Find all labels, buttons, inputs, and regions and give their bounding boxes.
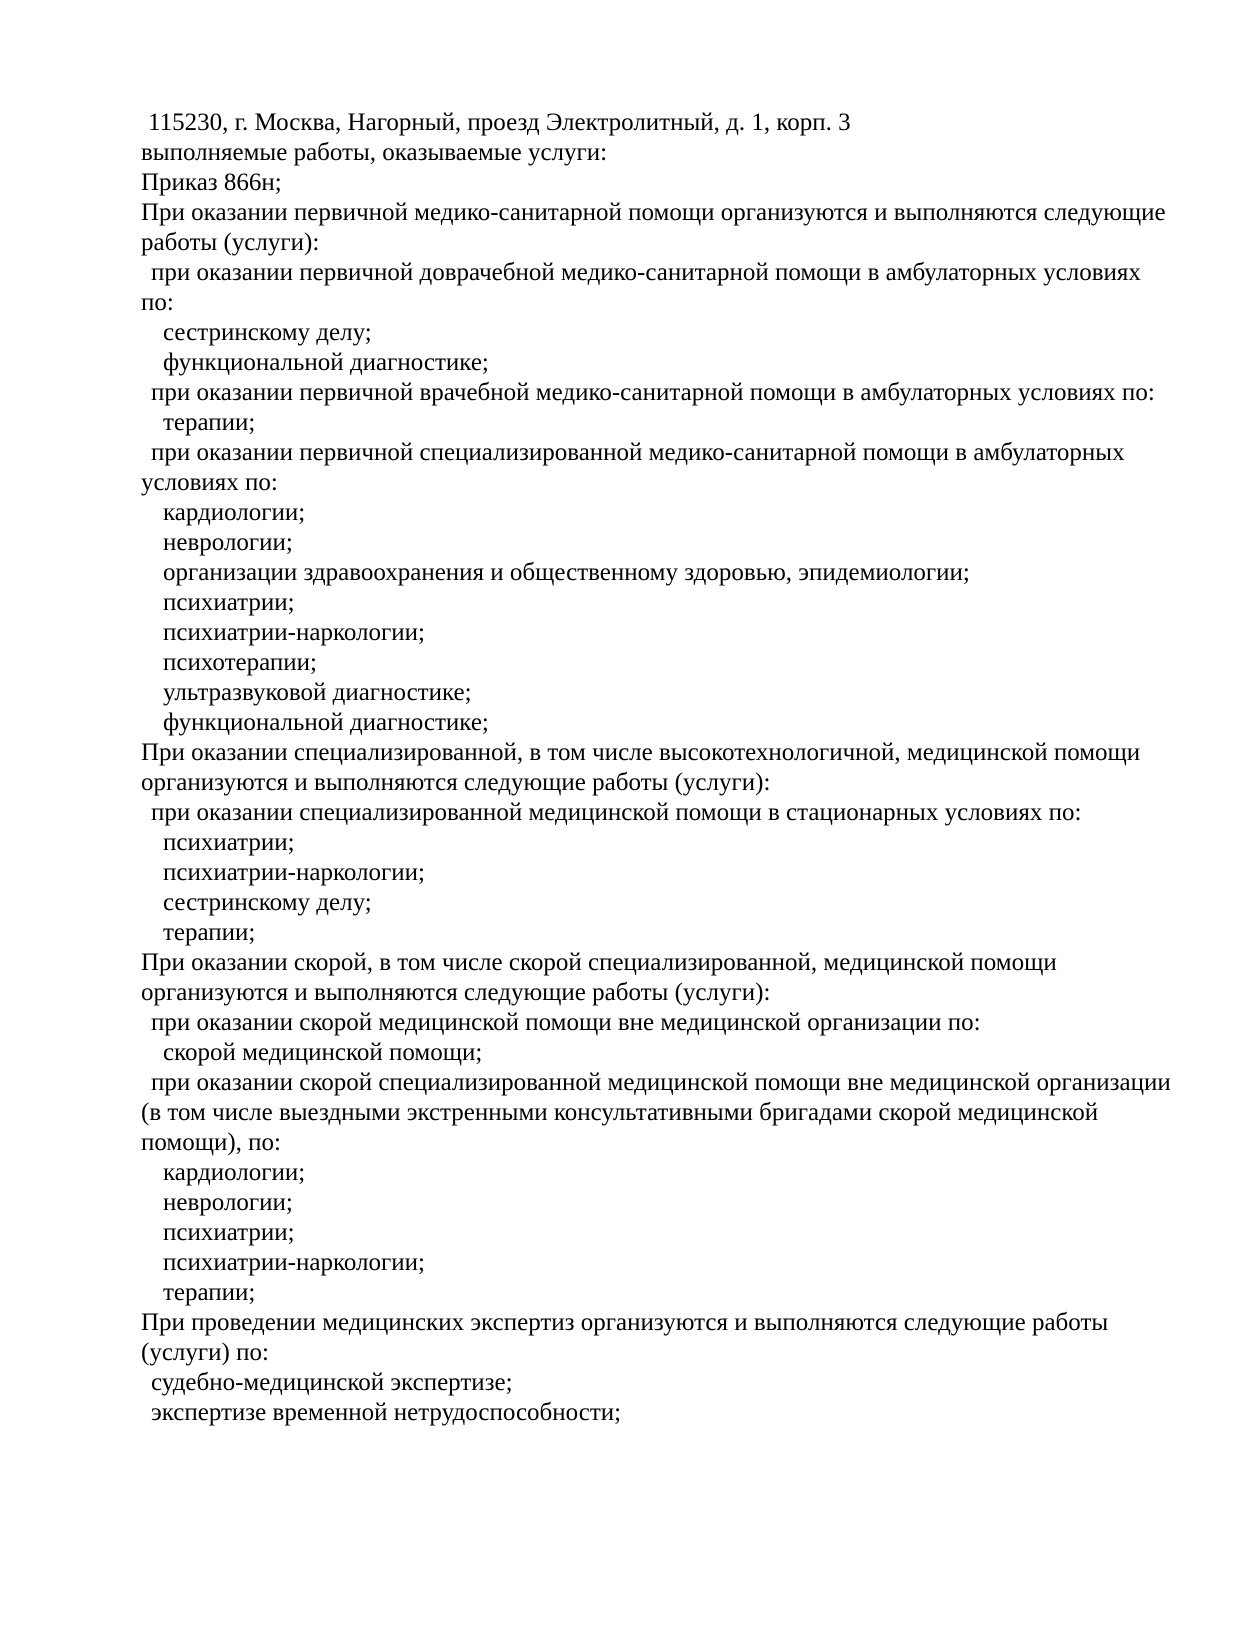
document-line: ультразвуковой диагностике; [163,679,472,706]
document-line: психотерапии; [163,649,317,676]
document-line: психиатрии; [163,589,295,616]
document-line: организуются и выполняются следующие работы (услуги): [141,979,771,1006]
document-line: при оказании скорой медицинской помощи вне медицинской организации по: [151,1009,981,1036]
document-line: судебно-медицинской экспертизе; [151,1369,513,1396]
document-line: сестринскому делу; [163,319,372,346]
document-line: терапии; [163,1279,256,1306]
document-line: (в том числе выездными экстренными консультативными бригадами скорой медицинской [141,1099,1099,1126]
document-line: неврологии; [163,1189,293,1216]
document-line: При оказании скорой, в том числе скорой специализированной, медицинской помощи [141,949,1057,976]
document-line: При оказании специализированной, в том числе высокотехнологичной, медицинской помощи [141,739,1141,766]
document-line: при оказании первичной врачебной медико-санитарной помощи в амбулаторных условиях по: [151,379,1155,406]
document-line: неврологии; [163,529,293,556]
document-line: терапии; [163,409,256,436]
document-line: 115230, г. Москва, Нагорный, проезд Электролитный, д. 1, корп. 3 [148,109,851,136]
document-line: кардиологии; [163,499,306,526]
document-line: При проведении медицинских экспертиз организуются и выполняются следующие работы [141,1309,1109,1336]
document-line: при оказании специализированной медицинской помощи в стационарных условиях по: [151,799,1082,826]
document-line: При оказании первичной медико-санитарной помощи организуются и выполняются следующие [141,199,1166,226]
document-line: психиатрии-наркологии; [163,619,425,646]
document-line: терапии; [163,919,256,946]
document-line: Приказ 866н; [141,169,282,196]
document-line: при оказании первичной специализированной медико-санитарной помощи в амбулаторных [151,439,1125,466]
document-line: организуются и выполняются следующие работы (услуги): [141,769,771,796]
document-line: кардиологии; [163,1159,306,1186]
document-line: помощи), по: [141,1129,282,1156]
document-line: психиатрии-наркологии; [163,1249,425,1276]
document-line: по: [141,289,174,316]
document-line: при оказании скорой специализированной медицинской помощи вне медицинской организации [151,1069,1171,1096]
document-line: экспертизе временной нетрудоспособности; [151,1399,622,1426]
document-line: психиатрии; [163,1219,295,1246]
document-line: (услуги) по: [141,1339,269,1366]
document-line: психиатрии; [163,829,295,856]
document-line: функциональной диагностике; [163,349,489,376]
document-line: психиатрии-наркологии; [163,859,425,886]
document-line: работы (услуги): [141,229,320,256]
document-line: функциональной диагностике; [163,709,489,736]
document-line: скорой медицинской помощи; [163,1039,483,1066]
document-line: условиях по: [141,469,278,496]
document-line: сестринскому делу; [163,889,372,916]
document-line: при оказании первичной доврачебной медико-санитарной помощи в амбулаторных условиях [151,259,1141,286]
document-line: организации здравоохранения и общественному здоровью, эпидемиологии; [163,559,970,586]
document-line: выполняемые работы, оказываемые услуги: [141,139,608,166]
